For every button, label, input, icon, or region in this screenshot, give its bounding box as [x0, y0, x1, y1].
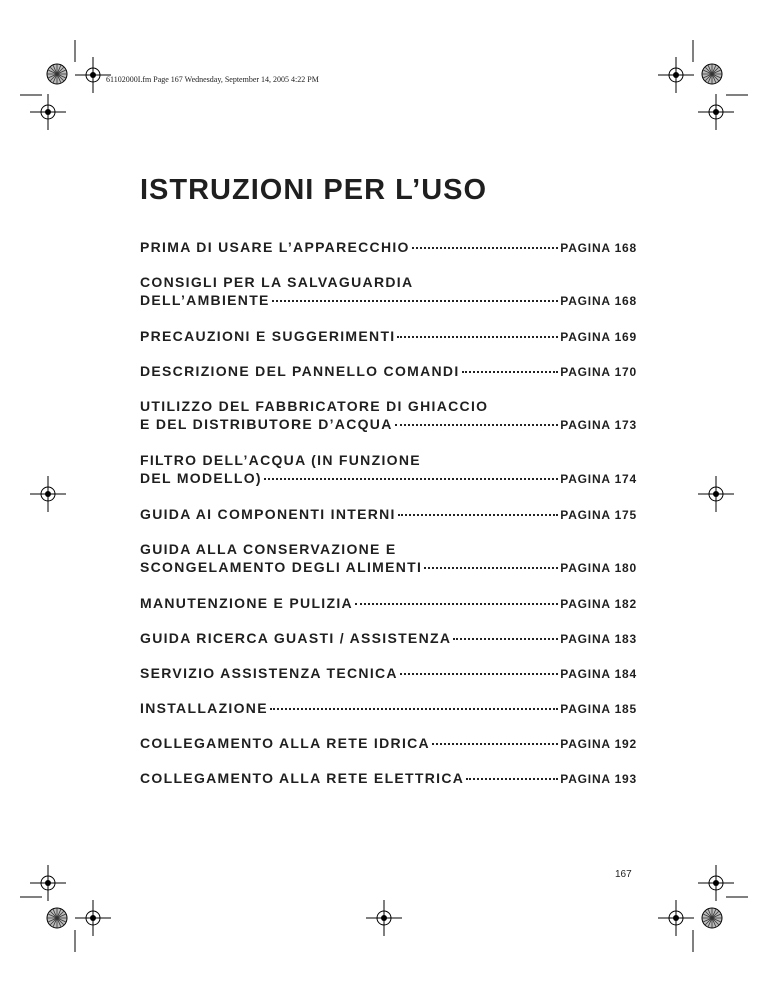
toc-entry-row: [140, 734, 637, 753]
dot-leader: [432, 743, 558, 745]
toc-entry-title: SERVIZIO ASSISTENZA TECNICA: [140, 665, 398, 681]
dot-leader: [424, 567, 558, 569]
toc-page-ref: PAGINA 173: [560, 418, 637, 432]
toc-entry-title-line: FILTRO DELL’ACQUA (IN FUNZIONE: [140, 452, 421, 468]
toc-entry-title-line: GUIDA ALLA CONSERVAZIONE E: [140, 541, 397, 557]
toc-entry-title: INSTALLAZIONE: [140, 700, 268, 716]
toc-entry-title-line: UTILIZZO DEL FABBRICATORE DI GHIACCIO: [140, 398, 489, 414]
toc-entry-row: [140, 594, 637, 613]
dot-leader: [453, 638, 558, 640]
toc-entry-title: COLLEGAMENTO ALLA RETE ELETTRICA: [140, 770, 465, 786]
toc-entry-row: [140, 629, 637, 648]
toc-entry-title: E DEL DISTRIBUTORE D’ACQUA: [140, 416, 393, 432]
toc-entry-title: SCONGELAMENTO DEGLI ALIMENTI: [140, 559, 423, 575]
toc-entry-row: [140, 415, 637, 434]
dot-leader: [397, 336, 558, 338]
toc-page-ref: PAGINA 183: [560, 632, 637, 646]
dot-leader: [355, 603, 558, 605]
toc-entry-row: [140, 664, 637, 683]
toc-entry: [140, 594, 637, 613]
toc-entry-title: GUIDA AI COMPONENTI INTERNI: [140, 506, 396, 522]
toc-entry: [140, 397, 637, 434]
toc-entry-row: [140, 327, 637, 346]
toc-entry: [140, 327, 637, 346]
dot-leader: [395, 424, 559, 426]
toc-entry: [140, 362, 637, 381]
toc-page-ref: PAGINA 169: [560, 330, 637, 344]
toc-page-ref: PAGINA 193: [560, 772, 637, 786]
toc-page-ref: PAGINA 175: [560, 508, 637, 522]
toc-page-ref: PAGINA 168: [560, 241, 637, 255]
dot-leader: [466, 778, 558, 780]
toc-page-ref: PAGINA 185: [560, 702, 637, 716]
document-title: ISTRUZIONI PER L’USO: [140, 174, 488, 206]
toc-entry-title: COLLEGAMENTO ALLA RETE IDRICA: [140, 735, 430, 751]
toc-entry: [140, 238, 637, 257]
toc-entry-row: [140, 291, 637, 310]
toc-entry-row: [140, 558, 637, 577]
toc-entry-title: DESCRIZIONE DEL PANNELLO COMANDI: [140, 363, 460, 379]
toc-page-ref: PAGINA 184: [560, 667, 637, 681]
dot-leader: [398, 514, 559, 516]
toc-entry-title-line: CONSIGLI PER LA SALVAGUARDIA: [140, 274, 414, 290]
toc-page-ref: PAGINA 174: [560, 472, 637, 486]
toc-entry-row: [140, 769, 637, 788]
print-header-info: 61102000I.fm Page 167 Wednesday, September 14, 2005 4:22 PM: [106, 75, 319, 84]
dot-leader: [264, 478, 558, 480]
toc-entry-title: DELL’AMBIENTE: [140, 292, 270, 308]
toc-entry: [140, 540, 637, 577]
toc-entry: [140, 629, 637, 648]
toc-entry-title: MANUTENZIONE E PULIZIA: [140, 595, 353, 611]
toc-entry-row: [140, 699, 637, 718]
page-number: 167: [615, 869, 632, 880]
toc-entry: [140, 699, 637, 718]
dot-leader: [412, 247, 559, 249]
dot-leader: [400, 673, 558, 675]
toc-entry: [140, 451, 637, 488]
toc-entry: [140, 505, 637, 524]
toc-entry-title: GUIDA RICERCA GUASTI / ASSISTENZA: [140, 630, 452, 646]
toc-entry-row: [140, 469, 637, 488]
toc-entry-row: [140, 238, 637, 257]
toc-page-ref: PAGINA 168: [560, 294, 637, 308]
dot-leader: [462, 371, 559, 373]
dot-leader: [270, 708, 558, 710]
toc-page-ref: PAGINA 182: [560, 597, 637, 611]
toc-entry: [140, 664, 637, 683]
dot-leader: [272, 300, 559, 302]
toc-entry-title: PRECAUZIONI E SUGGERIMENTI: [140, 328, 396, 344]
toc-page-ref: PAGINA 170: [560, 365, 637, 379]
toc-entry: [140, 734, 637, 753]
toc-page-ref: PAGINA 192: [560, 737, 637, 751]
toc-entry-row: [140, 505, 637, 524]
toc-entry-title: PRIMA DI USARE L’APPARECCHIO: [140, 239, 410, 255]
toc-entry-title: DEL MODELLO): [140, 470, 262, 486]
toc-entry-row: [140, 362, 637, 381]
toc-page-ref: PAGINA 180: [560, 561, 637, 575]
toc-entry: [140, 769, 637, 788]
table-of-contents: [140, 238, 637, 804]
toc-entry: [140, 273, 637, 310]
